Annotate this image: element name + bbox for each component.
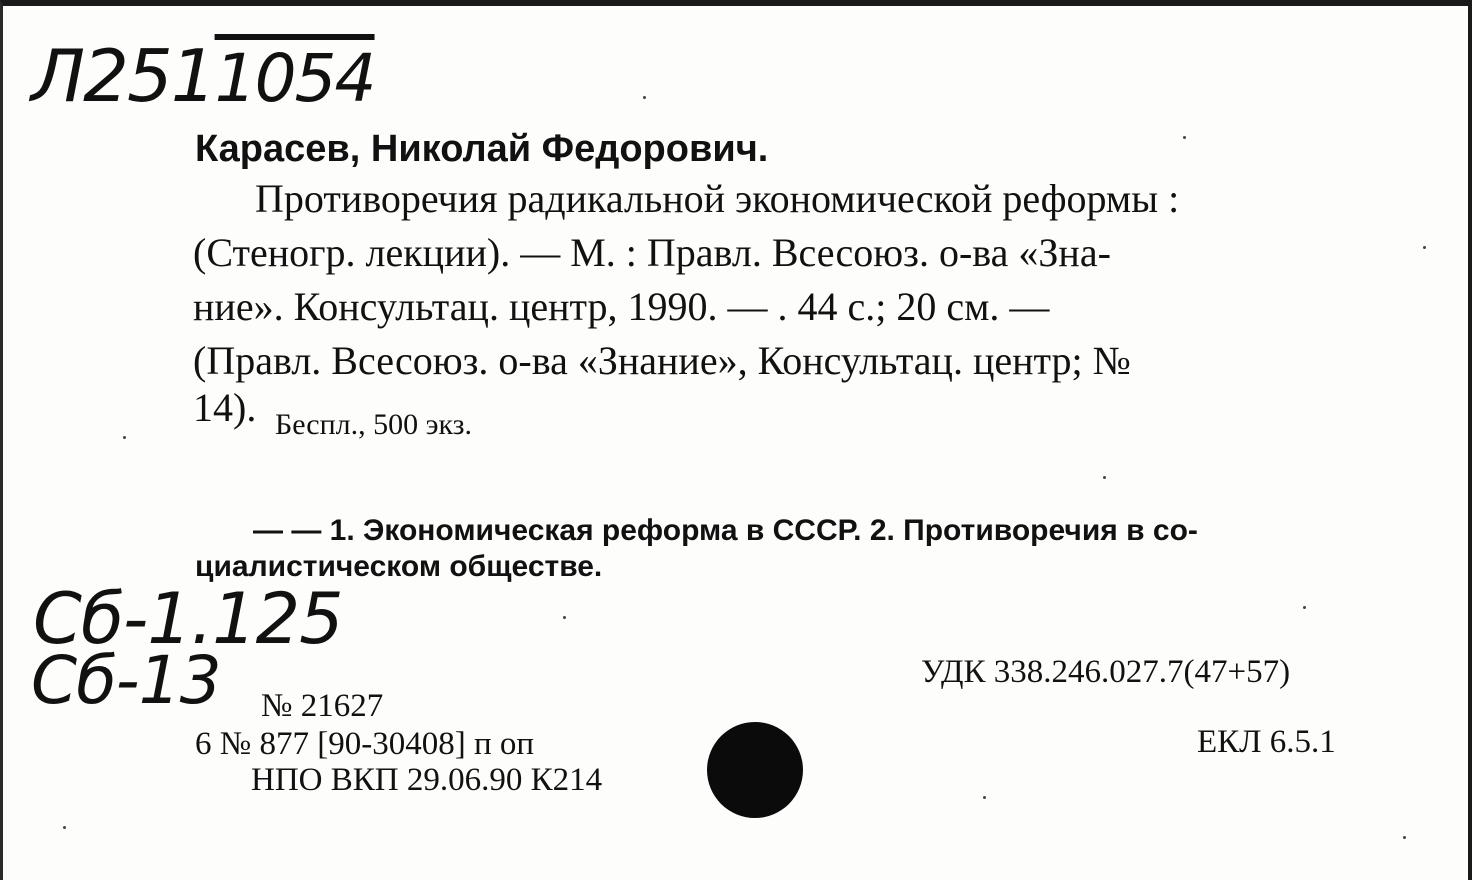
speck <box>1183 136 1186 139</box>
price-note: Беспл., 500 экз. <box>275 408 473 441</box>
print-order: 6 № 877 [90-30408] п оп <box>195 726 535 762</box>
registration-number: № 21627 <box>261 688 384 724</box>
description-line-5: 14). <box>193 385 257 430</box>
handwritten-call-number-2: Сб-13 <box>31 642 221 719</box>
description-line-3: ние». Консультац. центр, 1990. — . 44 с.; 20 см. — <box>193 284 1050 329</box>
subject-headings-line-1: — — 1. Экономическая реформа в СССР. 2. Противоречия в со- <box>253 514 1198 547</box>
handwritten-call-number-1: Сб-1.125 <box>33 578 343 660</box>
description-line-2: (Стеногр. лекции). — М. : Правл. Всесоюз. о-ва «Зна- <box>193 230 1111 275</box>
publisher-imprint: НПО ВКП 29.06.90 К214 <box>251 762 603 798</box>
shelfmark-part-a: Л251 <box>31 34 215 118</box>
description-line-1: Противоречия радикальной экономической реформы : <box>255 176 1180 221</box>
speck <box>1403 836 1406 839</box>
description-line-4: (Правл. Всесоюз. о-ва «Знание», Консультац. центр; № <box>193 338 1131 383</box>
ekl-code: ЕКЛ 6.5.1 <box>1197 724 1336 760</box>
speck <box>123 436 126 439</box>
speck <box>1423 246 1426 249</box>
handwritten-shelfmark <box>31 34 375 118</box>
punch-hole <box>707 722 803 818</box>
speck <box>1103 476 1106 479</box>
speck <box>643 96 646 99</box>
subject-headings-line-2: циалистическом обществе. <box>195 550 603 583</box>
speck <box>63 826 66 829</box>
author-heading: Карасев, Николай Федорович. <box>195 128 769 170</box>
shelfmark-part-b: 1054 <box>214 40 375 117</box>
speck <box>983 796 986 799</box>
speck <box>1303 606 1306 609</box>
speck <box>563 616 566 619</box>
udc-code: УДК 338.246.027.7(47+57) <box>921 654 1291 690</box>
